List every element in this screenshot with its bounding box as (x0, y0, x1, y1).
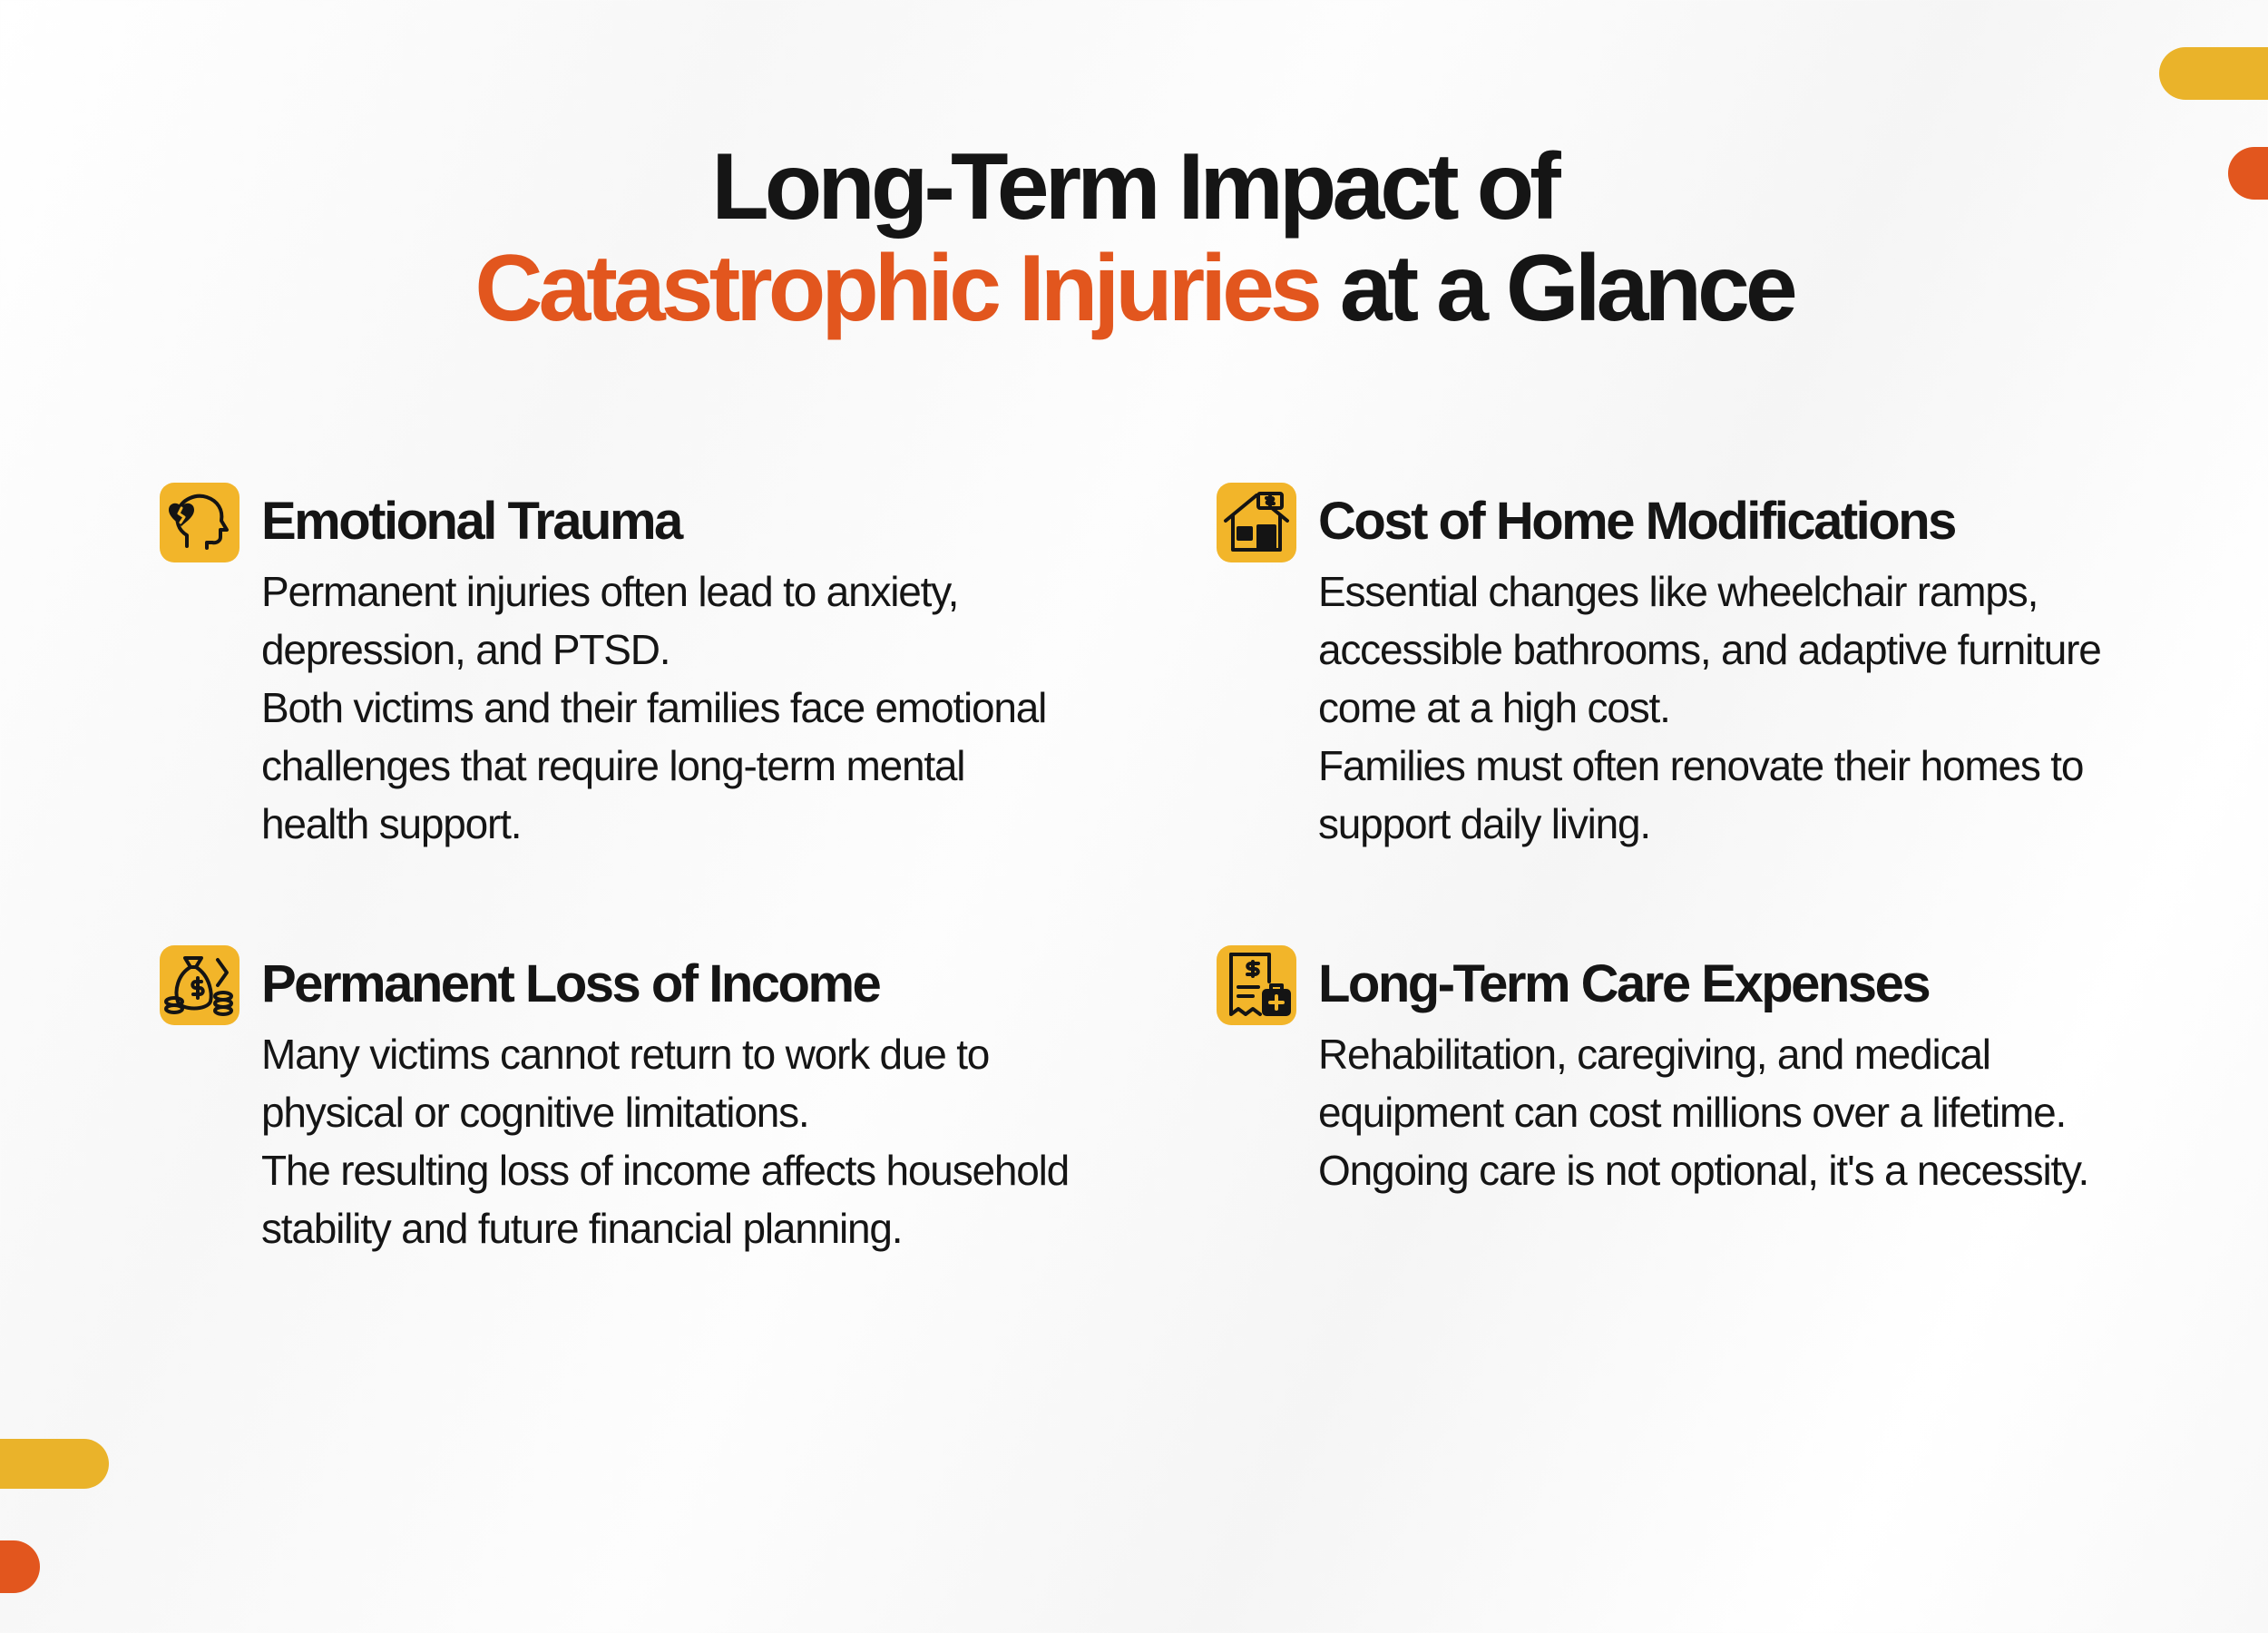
card-description (1318, 562, 2135, 853)
card-title: Permanent Loss of Income (261, 954, 880, 1013)
home-modification-icon (1217, 483, 1296, 562)
decorative-bar-bottom-left-orange (0, 1540, 40, 1593)
card-title: Emotional Trauma (261, 492, 681, 551)
description-line: The resulting loss of income affects household stability and future financial planning. (261, 1147, 1070, 1252)
description-line: Permanent injuries often lead to anxiety, depression, and PTSD. (261, 568, 959, 673)
medical-bill-icon (1217, 945, 1296, 1025)
description-line: Ongoing care is not optional, it's a necessity. (1318, 1147, 2089, 1194)
card-description (261, 562, 1078, 853)
card-title: Cost of Home Modifications (1318, 492, 1955, 551)
description-line: Both victims and their families face emotional challenges that require long-term mental health support. (261, 684, 1047, 847)
description-line: Essential changes like wheelchair ramps, accessible bathrooms, and adaptive furniture come at a high cost. (1318, 568, 2101, 731)
title-line-1: Long-Term Impact of (711, 134, 1557, 240)
card-title: Long-Term Care Expenses (1318, 954, 1930, 1013)
description-line: Rehabilitation, caregiving, and medical equipment can cost millions over a lifetime. (1318, 1031, 2067, 1136)
card-description (1318, 1025, 2135, 1199)
description-line: Families must often renovate their homes to support daily living. (1318, 742, 2084, 847)
page-title (0, 136, 2268, 339)
description-line: Many victims cannot return to work due to physical or cognitive limitations. (261, 1031, 990, 1136)
head-broken-heart-icon (160, 483, 240, 562)
title-line-2-rest: at a Glance (1339, 236, 1794, 341)
money-bag-coins-icon (160, 945, 240, 1025)
decorative-bar-top-right-yellow (2159, 47, 2268, 100)
decorative-bar-bottom-left-yellow (0, 1439, 109, 1489)
title-accent: Catastrophic Injuries (474, 236, 1318, 341)
card-description (261, 1025, 1078, 1257)
